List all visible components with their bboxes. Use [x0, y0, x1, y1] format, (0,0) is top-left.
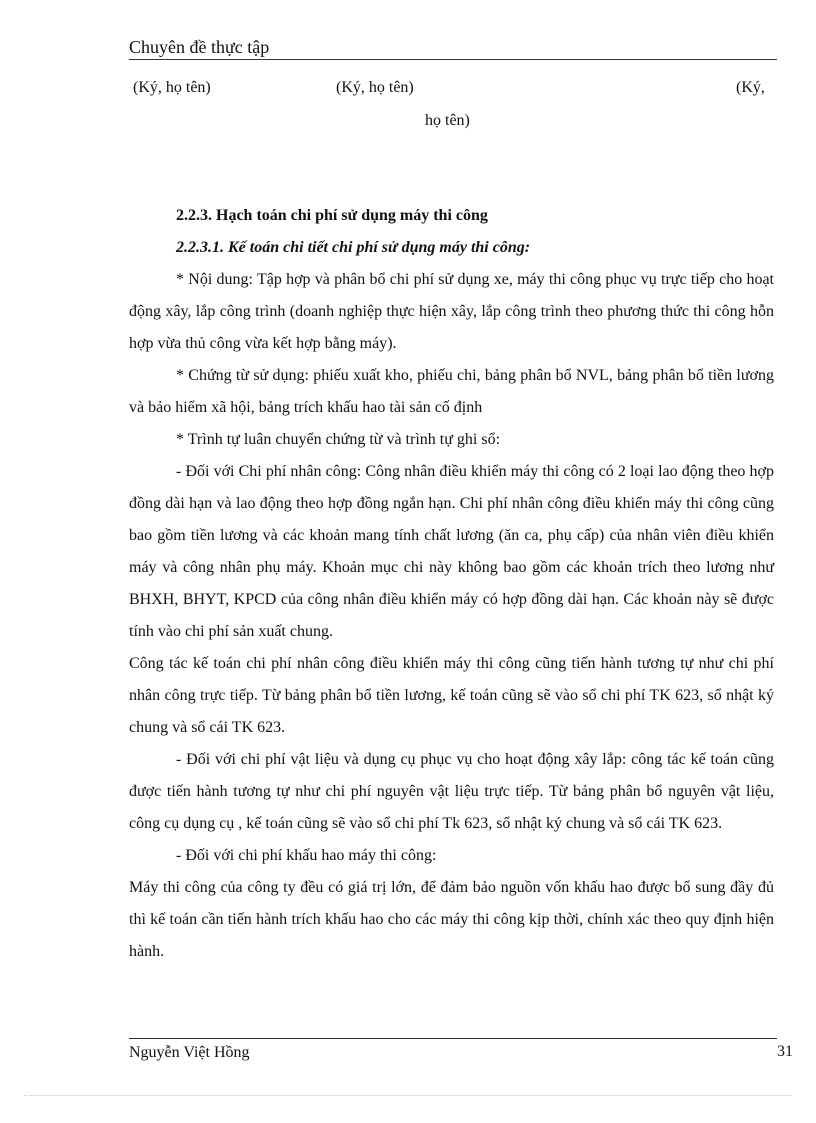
- page-bottom-border: [24, 1095, 792, 1096]
- section-heading: 2.2.3. Hạch toán chi phí sử dụng máy thi công: [176, 207, 488, 224]
- paragraph-documents: * Chứng từ sử dụng: phiếu xuất kho, phiếu chi, bảng phân bổ NVL, bảng phân bổ tiền lương và bảo hiểm xã hội, bảng trích khấu hao tài sản cố định: [129, 367, 774, 416]
- signature-label-3b: họ tên): [425, 112, 470, 129]
- paragraph-labor-accounting: Công tác kế toán chi phí nhân công điều khiển máy thi công cũng tiến hành tương tự như chi phí nhân công trực tiếp. Từ bảng phân bổ tiền lương, kế toán cũng sẽ vào sổ chi phí TK 623, sổ nhật ký chung và sổ cái TK 623.: [129, 655, 774, 736]
- footer-divider: [129, 1038, 777, 1039]
- footer-author: Nguyễn Việt Hồng: [129, 1044, 250, 1061]
- signature-label-1: (Ký, họ tên): [133, 79, 211, 96]
- paragraph-labor-cost: - Đối với Chi phí nhân công: Công nhân điều khiển máy thi công có 2 loại lao động theo hợp đồng dài hạn và lao động theo hợp đồng ngắn hạn. Chi phí nhân công điều khiển máy thi công cũng bao gồm tiền lương và các khoản mang tính chất lương (ăn ca, phụ cấp) của nhân viên điều khiển máy và công nhân phụ máy. Khoản mục chi này không bao gồm các khoản trích theo lương như BHXH, BHYT, KPCD của công nhân điều khiển máy có hợp đồng dài hạn. Các khoản này sẽ được tính vào chi phí sản xuất chung.: [129, 463, 774, 640]
- header-divider: [129, 59, 777, 60]
- header-title: Chuyên đề thực tập: [129, 37, 270, 57]
- subsection-heading: 2.2.3.1. Kế toán chi tiết chi phí sử dụng máy thi công:: [176, 239, 531, 256]
- paragraph-materials: - Đối với chi phí vật liệu và dụng cụ phục vụ cho hoạt động xây lắp: công tác kế toán cũng được tiến hành tương tự như chi phí nguyên vật liệu trực tiếp. Từ bảng phân bổ nguyên vật liệu, công cụ dụng cụ , kế toán cũng sẽ vào sổ chi phí Tk 623, sổ nhật ký chung và sổ cái TK 623.: [129, 751, 774, 832]
- page-number: 31: [777, 1043, 793, 1060]
- signature-label-2: (Ký, họ tên): [336, 79, 414, 96]
- signature-label-3a: (Ký,: [736, 79, 765, 96]
- paragraph-depreciation: Máy thi công của công ty đều có giá trị lớn, để đảm bảo nguồn vốn khấu hao được bổ sung đầy đủ thì kế toán cần tiến hành trích khấu hao cho các máy thi công kịp thời, chính xác theo quy định hiện hành.: [129, 879, 774, 960]
- document-body: [129, 200, 774, 968]
- paragraph-procedure: * Trình tự luân chuyển chứng từ và trình tự ghi sổ:: [176, 431, 501, 448]
- paragraph-content: * Nội dung: Tập hợp và phân bổ chi phí sử dụng xe, máy thi công phục vụ trực tiếp cho hoạt động xây, lắp công trình (doanh nghiệp thực hiện xây, lắp công trình theo phương thức thi công hỗn hợp vừa thủ công vừa kết hợp bằng máy).: [129, 271, 774, 352]
- paragraph-depreciation-title: - Đối với chi phí khấu hao máy thi công:: [176, 847, 437, 864]
